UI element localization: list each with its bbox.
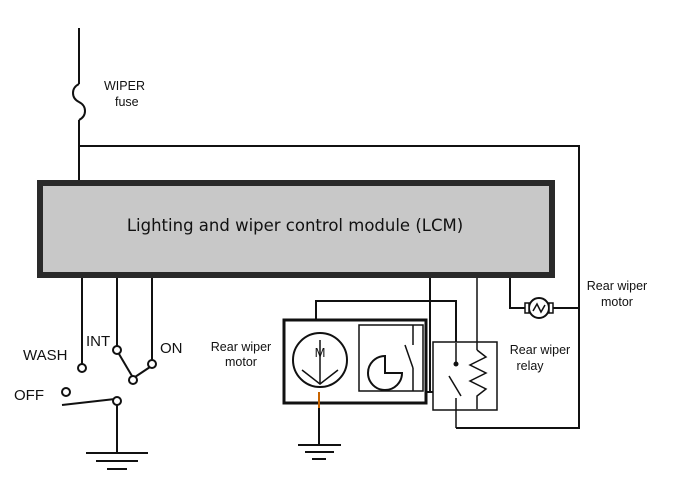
rear-wiper-motor-assembly	[284, 320, 426, 403]
switch-common-contact	[113, 397, 121, 405]
fuse-label-line2: fuse	[115, 95, 139, 109]
lcm-module-label: Lighting and wiper control module (LCM)	[126, 216, 464, 235]
ground-symbol-switch	[86, 453, 148, 469]
fuse-label-line1: WIPER	[104, 79, 145, 93]
relay-label-line1: Rear wiper	[509, 343, 571, 357]
rear-motor-right-label-line2: motor	[601, 295, 633, 309]
switch-label-off: OFF	[14, 387, 44, 404]
relay-label-line2: relay	[516, 359, 544, 373]
off-contact	[62, 388, 70, 396]
switch-label-int: INT	[86, 333, 111, 350]
switch-label-wash: WASH	[23, 347, 68, 364]
motor-symbol-letter: M	[314, 345, 326, 360]
small-motor-icon	[525, 298, 553, 318]
rear-motor-right-label-line1: Rear wiper	[586, 279, 648, 293]
wash-contact	[78, 364, 86, 372]
ground-symbol-motor	[298, 445, 341, 459]
fuse-symbol	[73, 28, 85, 184]
rear-motor-left-label-line2: motor	[225, 355, 257, 369]
switch-label-on: ON	[160, 340, 183, 357]
rear-motor-left-label-line1: Rear wiper	[210, 340, 272, 354]
wiper-switch	[62, 278, 156, 453]
int-contact-upper	[113, 346, 121, 354]
